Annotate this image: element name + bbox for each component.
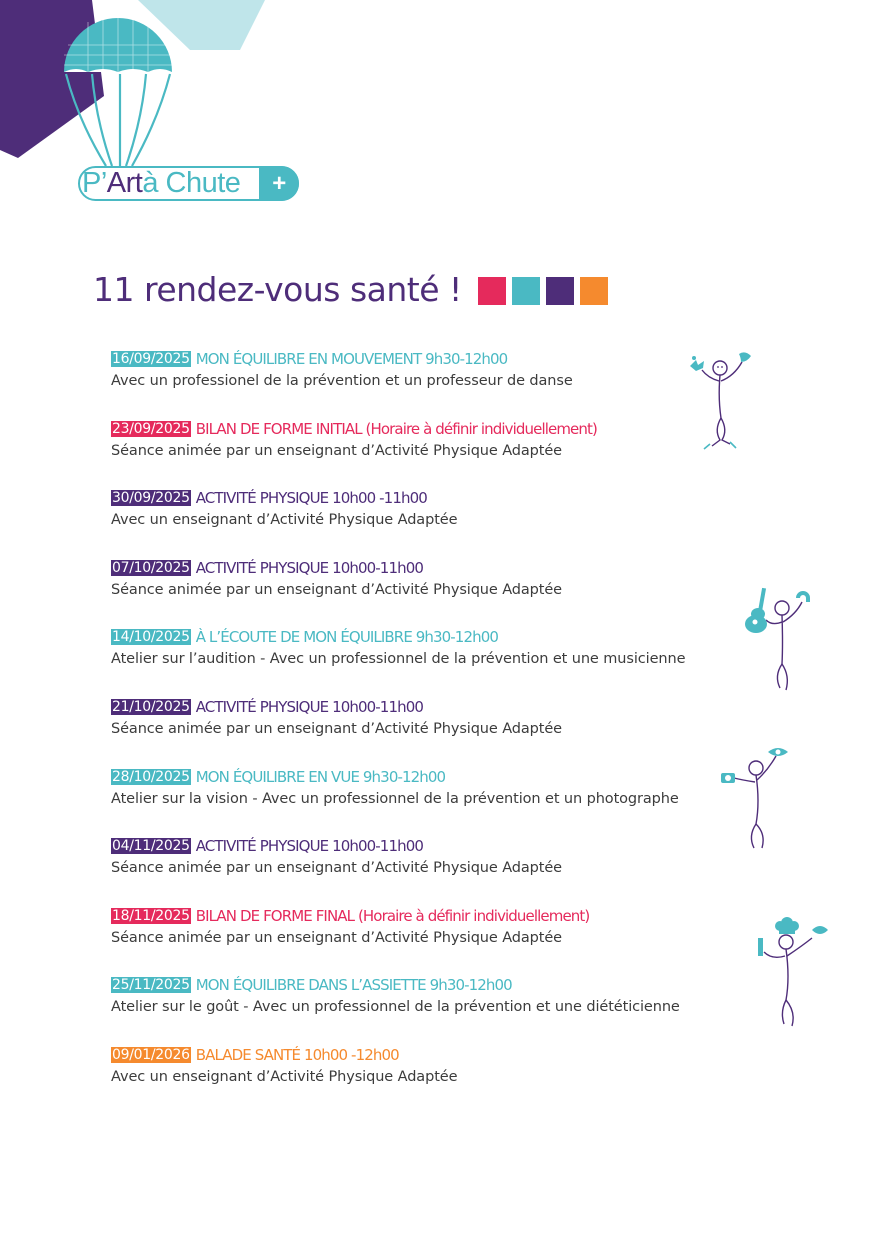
event-date-badge: 14/10/2025 xyxy=(112,629,190,646)
event-title: MON ÉQUILIBRE DANS L’ASSIETTE 9h30-12h00 xyxy=(195,976,512,995)
event-description: Séance animée par un enseignant d’Activité Physique Adaptée xyxy=(111,581,563,598)
event-item xyxy=(111,697,731,767)
event-header xyxy=(111,349,731,369)
dancer-figure xyxy=(684,348,759,453)
logo-p: P’ xyxy=(82,167,107,199)
event-item xyxy=(111,627,731,697)
musician-figure xyxy=(738,584,818,694)
event-title: ACTIVITÉ PHYSIQUE 10h00-11h00 xyxy=(195,558,423,577)
swatch-pink xyxy=(478,277,506,305)
event-header xyxy=(111,419,731,439)
event-description: Avec un enseignant d’Activité Physique Adaptée xyxy=(111,512,458,529)
event-title: MON ÉQUILIBRE EN VUE 9h30-12h00 xyxy=(195,767,446,786)
event-title: BILAN DE FORME INITIAL (Horaire à définir individuellement) xyxy=(195,419,597,438)
event-title: À L’ÉCOUTE DE MON ÉQUILIBRE 9h30-12h00 xyxy=(195,628,498,647)
swatch-purple xyxy=(546,277,574,305)
event-title: BILAN DE FORME FINAL (Horaire à définir individuellement) xyxy=(195,906,590,925)
event-description: Séance animée par un enseignant d’Activité Physique Adaptée xyxy=(111,442,563,459)
event-item xyxy=(111,906,731,976)
brand-logo xyxy=(78,166,299,201)
color-swatches xyxy=(478,277,608,305)
event-date-badge: 18/11/2025 xyxy=(112,907,190,924)
event-date-badge: 21/10/2025 xyxy=(112,698,190,715)
event-item xyxy=(111,488,731,558)
event-header xyxy=(111,1045,731,1065)
swatch-orange xyxy=(580,277,608,305)
page-title: 11 rendez-vous santé ! xyxy=(93,270,462,309)
event-item xyxy=(111,1045,731,1115)
logo-art: Art xyxy=(106,167,143,199)
event-item xyxy=(111,975,731,1045)
event-description: Séance animée par un enseignant d’Activité Physique Adaptée xyxy=(111,929,563,946)
logo-plus: + xyxy=(259,166,299,201)
event-date-badge: 30/09/2025 xyxy=(112,490,190,507)
chef-figure xyxy=(750,916,830,1031)
event-title: ACTIVITÉ PHYSIQUE 10h00-11h00 xyxy=(195,697,423,716)
event-date-badge: 07/10/2025 xyxy=(112,559,190,576)
event-header xyxy=(111,906,731,926)
event-date-badge: 28/10/2025 xyxy=(112,768,190,785)
event-header xyxy=(111,697,731,717)
event-date-badge: 25/11/2025 xyxy=(112,977,190,994)
event-list xyxy=(111,349,731,1115)
event-title: BALADE SANTÉ 10h00 -12h00 xyxy=(195,1045,399,1064)
event-title: ACTIVITÉ PHYSIQUE 10h00-11h00 xyxy=(195,837,423,856)
event-date-badge: 09/01/2026 xyxy=(112,1046,190,1063)
event-description: Séance animée par un enseignant d’Activité Physique Adaptée xyxy=(111,860,563,877)
event-header xyxy=(111,975,731,995)
event-description: Atelier sur l’audition - Avec un professionnel de la prévention et une musicienne xyxy=(111,651,686,668)
photographer-figure xyxy=(716,744,796,854)
event-description: Avec un professionel de la prévention et un professeur de danse xyxy=(111,373,573,389)
event-header xyxy=(111,767,731,787)
event-item xyxy=(111,558,731,628)
swatch-teal xyxy=(512,277,540,305)
event-item xyxy=(111,349,731,419)
parachute-icon xyxy=(58,10,178,170)
event-header xyxy=(111,836,731,856)
event-header xyxy=(111,558,731,578)
event-header xyxy=(111,627,731,647)
event-date-badge: 04/11/2025 xyxy=(112,838,190,855)
event-title: MON ÉQUILIBRE EN MOUVEMENT 9h30-12h00 xyxy=(195,350,508,368)
event-date-badge: 23/09/2025 xyxy=(112,420,190,437)
event-item xyxy=(111,419,731,489)
event-item xyxy=(111,767,731,837)
event-date-badge: 16/09/2025 xyxy=(112,351,190,367)
event-description: Avec un enseignant d’Activité Physique Adaptée xyxy=(111,1068,458,1085)
event-title: ACTIVITÉ PHYSIQUE 10h00 -11h00 xyxy=(195,489,427,508)
event-item xyxy=(111,836,731,906)
event-description: Atelier sur la vision - Avec un professionnel de la prévention et un photographe xyxy=(111,790,679,807)
event-header xyxy=(111,488,731,508)
event-description: Séance animée par un enseignant d’Activité Physique Adaptée xyxy=(111,720,563,737)
event-description: Atelier sur le goût - Avec un professionnel de la prévention et une diététicienne xyxy=(111,999,680,1016)
logo-chute: à Chute xyxy=(142,167,241,199)
